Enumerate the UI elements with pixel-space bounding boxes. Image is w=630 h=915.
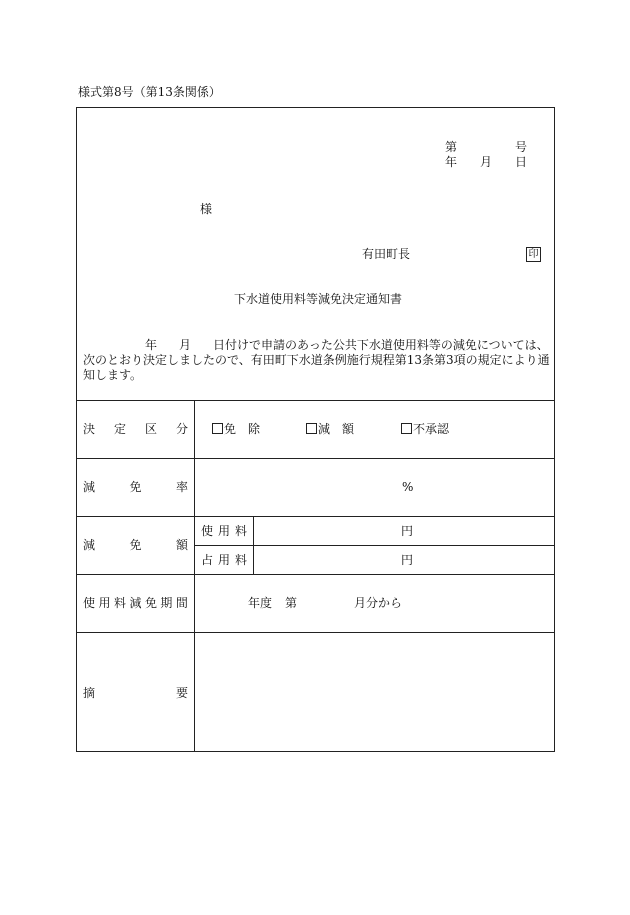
checkbox-icon[interactable] <box>401 423 412 434</box>
body-month: 月 <box>179 338 192 352</box>
row-divider <box>194 545 555 546</box>
column-divider <box>253 516 254 574</box>
row-divider <box>76 516 555 517</box>
option-disapproval[interactable]: 不承認 <box>401 422 449 436</box>
number-dai: 第 <box>445 140 458 154</box>
option-exemption[interactable]: 免 除 <box>212 422 260 436</box>
body-paragraph: 日付けで申請のあった公共下水道使用料等の減免については、次のとおり決定しましたので、有田町下水道条例施行規程第13条第3項の規定により通知します。 <box>83 338 550 382</box>
checkbox-icon[interactable] <box>212 423 223 434</box>
row-divider <box>76 400 555 401</box>
number-go: 号 <box>515 140 528 154</box>
addressee-suffix: 様 <box>200 202 213 216</box>
period-year: 年度 <box>248 596 273 610</box>
date-month: 月 <box>480 155 493 169</box>
occupancy-fee-unit: 円 <box>401 553 414 567</box>
body-text <box>83 338 553 383</box>
period-dai: 第 <box>285 596 298 610</box>
column-divider <box>194 400 195 752</box>
rate-label: 減 免 率 <box>83 480 188 494</box>
period-label: 使 用 料 減 免 期 間 <box>83 596 188 610</box>
occupancy-fee-label: 占 用 料 <box>201 553 247 567</box>
form-number: 様式第8号（第13条関係） <box>78 85 221 99</box>
usage-fee-unit: 円 <box>401 524 414 538</box>
row-divider <box>76 458 555 459</box>
seal-mark <box>526 246 541 262</box>
amount-label: 減 免 額 <box>83 538 188 552</box>
rate-unit: % <box>402 480 414 494</box>
row-divider <box>76 574 555 575</box>
issuer: 有田町長 <box>362 247 411 261</box>
date-day: 日 <box>515 155 528 169</box>
checkbox-icon[interactable] <box>306 423 317 434</box>
row-divider <box>76 632 555 633</box>
period-from: 月分から <box>354 596 403 610</box>
date-year: 年 <box>445 155 458 169</box>
option-reduction[interactable]: 減 額 <box>306 422 354 436</box>
summary-label: 摘 要 <box>83 686 188 700</box>
usage-fee-label: 使 用 料 <box>201 524 247 538</box>
body-year: 年 <box>145 338 158 352</box>
decision-label: 決 定 区 分 <box>83 422 188 436</box>
seal-icon: 印 <box>526 247 541 262</box>
document-title: 下水道使用料等減免決定通知書 <box>234 292 403 306</box>
